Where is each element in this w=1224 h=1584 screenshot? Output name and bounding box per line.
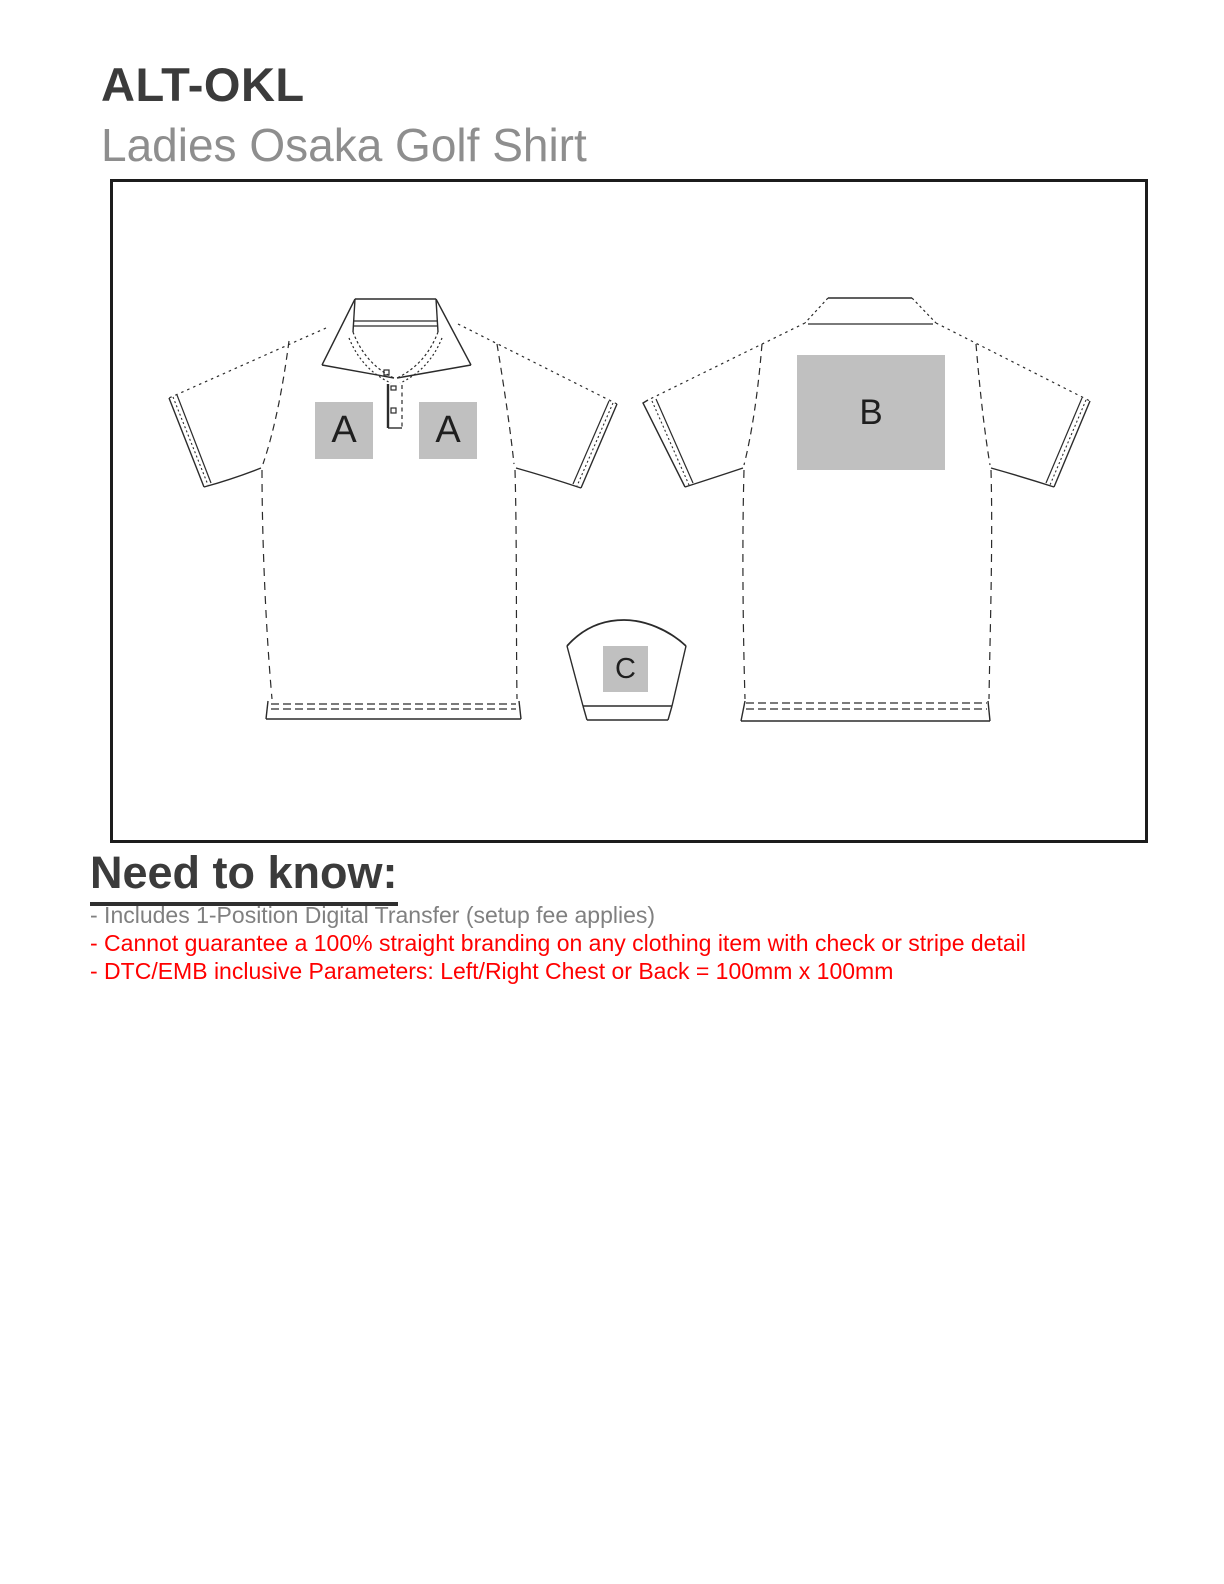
page-subtitle: Ladies Osaka Golf Shirt [101,119,587,171]
note-line-dtc-emb-parameters: - DTC/EMB inclusive Parameters: Left/Right Chest or Back = 100mm x 100mm [90,958,894,984]
page-title: ALT-OKL [101,58,305,111]
note-line-straight-branding: - Cannot guarantee a 100% straight branding on any clothing item with check or stripe detail [90,930,1026,956]
branding-zone-back: B [797,355,945,470]
branding-zone-sleeve: C [603,646,648,692]
garment-line-art [113,182,1145,840]
garment-diagram [110,179,1148,843]
note-line-digital-transfer: - Includes 1-Position Digital Transfer (setup fee applies) [90,902,656,928]
need-to-know-heading: Need to know: [90,847,398,906]
need-to-know-list [90,901,1026,985]
branding-zone-front-left-chest: A [315,402,373,459]
front-view-drawing [169,299,617,719]
branding-zone-front-right-chest: A [419,402,477,459]
